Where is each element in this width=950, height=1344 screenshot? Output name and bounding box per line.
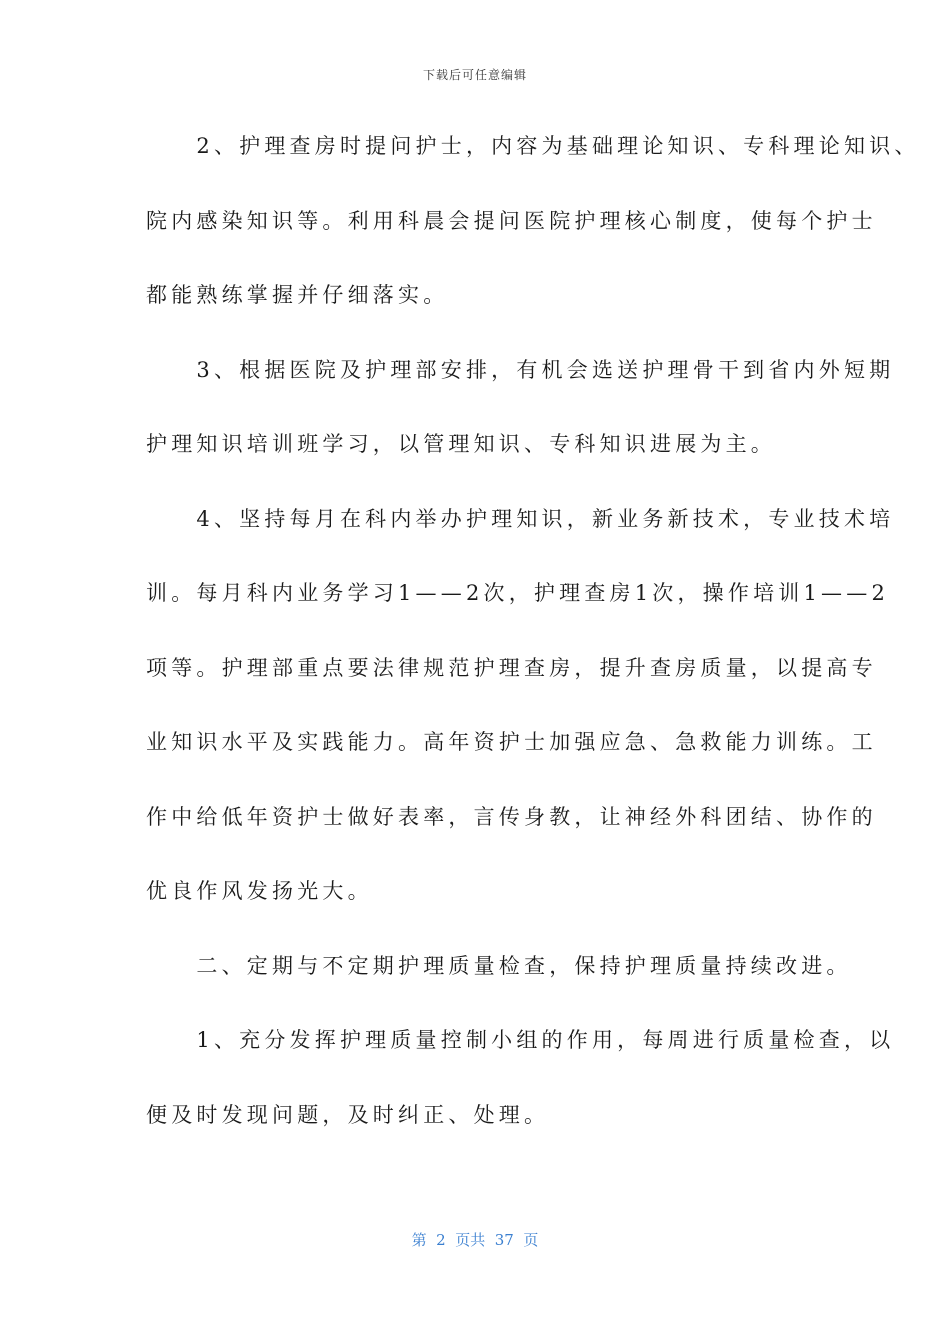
text-line: 二、定期与不定期护理质量检查，保持护理质量持续改进。 — [146, 953, 852, 978]
text-line: 护理知识培训班学习，以管理知识、专科知识进展为主。 — [146, 432, 776, 456]
text-line: 都能熟练掌握并仔细落实。 — [146, 283, 449, 307]
text-line: 训。每月科内业务学习1——2次，护理查房1次，操作培训1——2 — [146, 581, 890, 605]
text-line: 4、坚持每月在科内举办护理知识，新业务新技术，专业技术培 — [146, 506, 895, 531]
text-line: 便及时发现问题，及时纠正、处理。 — [146, 1102, 550, 1127]
text-line: 院内感染知识等。利用科晨会提问医院护理核心制度，使每个护士 — [146, 208, 877, 233]
text-line: 3、根据医院及护理部安排，有机会选送护理骨干到省内外短期 — [146, 357, 895, 382]
text-line: 优良作风发扬光大。 — [146, 879, 373, 903]
text-line: 业知识水平及实践能力。高年资护士加强应急、急救能力训练。工 — [146, 730, 877, 754]
page-header: 下载后可任意编辑 — [422, 68, 527, 82]
text-line: 2、护理查房时提问护士，内容为基础理论知识、专科理论知识、 — [146, 134, 920, 158]
text-line: 作中给低年资护士做好表率，言传身教，让神经外科团结、协作的 — [146, 804, 877, 829]
text-line: 1、充分发挥护理质量控制小组的作用，每周进行质量检查，以 — [146, 1028, 895, 1052]
page-number-footer: 第 2 页共 37 页 — [411, 1231, 539, 1249]
document-body — [146, 126, 920, 1169]
text-line: 项等。护理部重点要法律规范护理查房，提升查房质量，以提高专 — [146, 655, 877, 680]
